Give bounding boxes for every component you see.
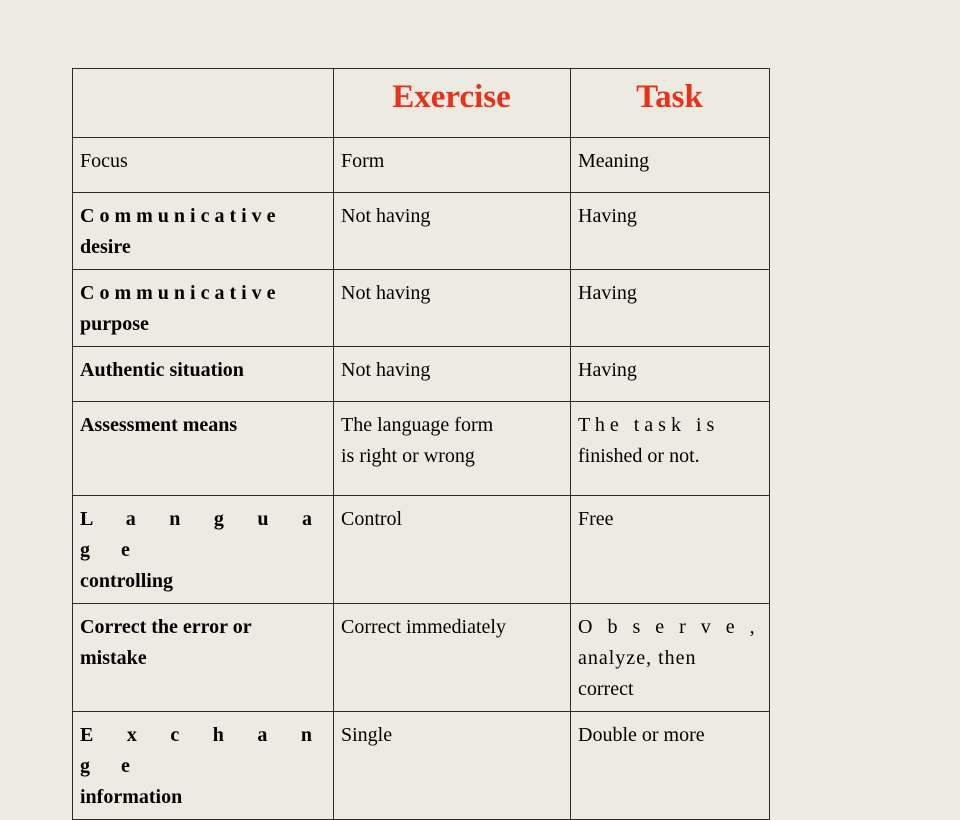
table-row <box>73 347 770 402</box>
task-cell <box>571 402 770 496</box>
exercise-cell: Not having <box>334 270 571 347</box>
criterion-line: desire <box>80 236 131 258</box>
table-row <box>73 496 770 604</box>
task-cell: Having <box>571 270 770 347</box>
comparison-table <box>72 68 770 820</box>
task-cell: Double or more <box>571 712 770 820</box>
task-line: T h e t a s k i s <box>578 414 715 436</box>
criterion-line: C o m m u n i c a t i v e <box>80 205 276 227</box>
criterion-line: L a n g u a g e <box>80 508 325 561</box>
criterion-cell <box>73 604 334 712</box>
criterion-cell <box>73 712 334 820</box>
exercise-cell: Control <box>334 496 571 604</box>
criterion-cell <box>73 270 334 347</box>
table-row <box>73 270 770 347</box>
task-line: correct <box>578 678 634 700</box>
criterion-line: E x c h a n g e <box>80 724 325 777</box>
criterion-cell <box>73 496 334 604</box>
criterion-cell: Authentic situation <box>73 347 334 402</box>
table-row <box>73 138 770 193</box>
table-row <box>73 712 770 820</box>
header-blank-cell <box>73 69 334 138</box>
table-row <box>73 193 770 270</box>
task-cell: Meaning <box>571 138 770 193</box>
table-header-row <box>73 69 770 138</box>
exercise-line: The language form <box>341 414 494 436</box>
table-row <box>73 604 770 712</box>
header-task: Task <box>571 69 770 138</box>
exercise-cell: Single <box>334 712 571 820</box>
header-exercise: Exercise <box>334 69 571 138</box>
task-cell <box>571 604 770 712</box>
criterion-cell: Focus <box>73 138 334 193</box>
criterion-line: purpose <box>80 313 149 335</box>
task-line: O b s e r v e , <box>578 616 760 638</box>
criterion-line: mistake <box>80 647 147 669</box>
exercise-cell: Correct immediately <box>334 604 571 712</box>
exercise-cell: Form <box>334 138 571 193</box>
task-line: analyze, then <box>578 647 697 669</box>
exercise-cell: Not having <box>334 193 571 270</box>
exercise-cell <box>334 402 571 496</box>
task-line: finished or not. <box>578 445 700 467</box>
criterion-line: Correct the error or <box>80 616 252 638</box>
task-cell: Having <box>571 193 770 270</box>
task-cell: Free <box>571 496 770 604</box>
table-row <box>73 402 770 496</box>
criterion-cell <box>73 193 334 270</box>
exercise-line: is right or wrong <box>341 445 475 467</box>
criterion-line: controlling <box>80 570 173 592</box>
criterion-cell: Assessment means <box>73 402 334 496</box>
criterion-line: information <box>80 786 183 808</box>
exercise-cell: Not having <box>334 347 571 402</box>
criterion-line: C o m m u n i c a t i v e <box>80 282 276 304</box>
task-cell: Having <box>571 347 770 402</box>
